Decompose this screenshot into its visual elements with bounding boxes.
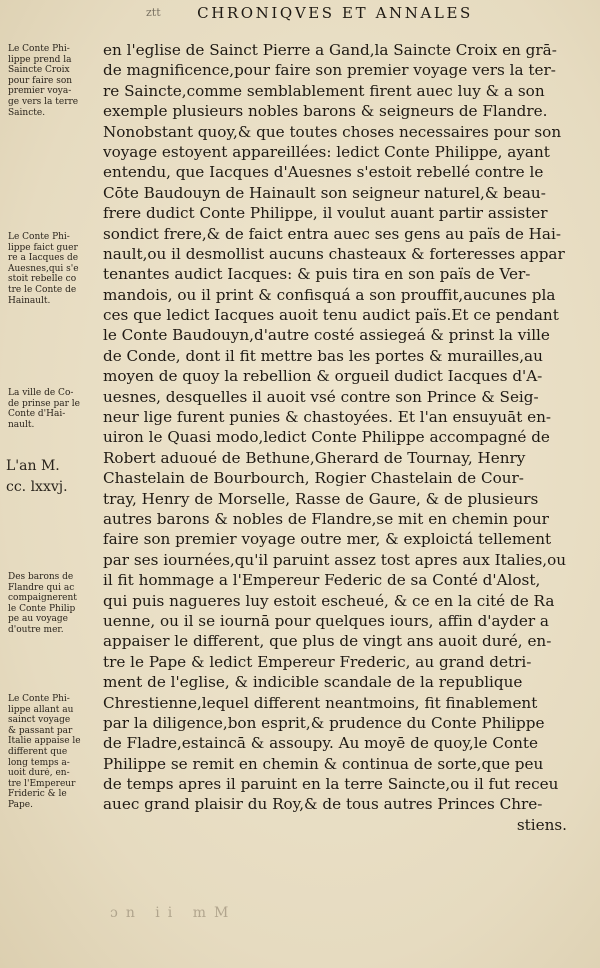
margin-note-line: Hainault. (8, 295, 51, 306)
margin-note-line: uoit duré, en- (8, 768, 70, 779)
margin-note-line: Pape. (8, 799, 33, 810)
margin-note-line: Saincte Croix (8, 65, 70, 76)
text-line: mandois, ou il print & confisquá a son prouffit,aucunes pla (103, 285, 556, 304)
margin-note-line: La ville de Co- (8, 388, 74, 398)
text-line: de Conde, dont il fit mettre bas les portes & murailles,au (103, 346, 543, 365)
margin-note-line: sainct voyage (8, 715, 71, 726)
margin-note-line: Le Conte Phi- (8, 44, 70, 54)
text-line: auec grand plaisir du Roy,& de tous autres Princes Chre- (103, 795, 543, 814)
margin-note-line: different que (8, 746, 68, 757)
text-line: Nonobstant quoy,& que toutes choses necessaires pour son (103, 122, 562, 141)
text-line: il fit hommage a l'Empereur Federic de sa Conté d'Alost, (103, 571, 541, 590)
margin-note-line: stoit rebelle co (8, 274, 77, 285)
margin-note-line: pe au voyage (8, 614, 69, 625)
text-line: uesnes, desquelles il auoit vsé contre son Prince & Seig- (103, 387, 539, 406)
text-line: faire son premier voyage outre mer, & exploictá tellement (103, 530, 552, 549)
margin-note-line: Le Conte Phi- (8, 694, 70, 704)
margin-note-line: Italie appaise le (8, 736, 81, 747)
margin-note (8, 572, 98, 636)
text-line: frere dudict Conte Philippe, il voulut auant partir assister (103, 204, 548, 223)
text-line: par la diligence,bon esprit,& prudence du Conte Philippe (103, 713, 545, 732)
text-line: le Conte Baudouyn,d'autre costé assiegeá & prinst la ville (103, 326, 550, 345)
text-line: appaiser le different, que plus de vingt ans auoit duré, en- (103, 632, 552, 651)
margin-note-line: Frideric & le (8, 789, 67, 800)
folio-number: ztt (146, 6, 161, 19)
margin-note-line: compaignerent (8, 593, 77, 604)
running-head: CHRONIQVES ET ANNALES (197, 4, 473, 22)
text-line: tre le Pape & ledict Empereur Frederic, au grand detri- (103, 652, 532, 671)
margin-note-line: pour faire son (8, 75, 73, 86)
body-text (103, 40, 570, 835)
margin-note-line: L'an M. (6, 458, 60, 474)
text-line: exemple plusieurs nobles barons & seigneurs de Flandre. (103, 102, 548, 121)
margin-note-line: Saincte. (8, 107, 46, 118)
margin-note-line: premier voya- (8, 86, 72, 97)
margin-note-line: & passant par (8, 725, 73, 736)
text-line: uiron le Quasi modo,ledict Conte Philippe accompagné de (103, 428, 550, 447)
text-line: Cōte Baudouyn de Hainault son seigneur naturel,& beau- (103, 183, 546, 202)
text-line: voyage estoyent appareillées: ledict Conte Philippe, ayant (103, 142, 550, 161)
margin-note-line: d'outre mer. (8, 624, 64, 635)
margin-note-line: lippe allant au (8, 704, 74, 715)
margin-year-note (6, 456, 96, 498)
text-line: re Saincte,comme semblablement firent auec luy & a son (103, 81, 545, 100)
margin-note-line: tre le Conte de (8, 284, 77, 295)
margin-note-line: tre l'Empereur (8, 778, 76, 789)
margin-note-line: long temps a- (8, 757, 70, 768)
text-line: Chrestienne,lequel different neantmoins, fit finablement (103, 693, 538, 712)
margin-note-line: le Conte Philip (8, 603, 76, 614)
margin-note-line: Auesnes,qui s'e (8, 263, 79, 274)
margin-note-line: ge vers la terre (8, 96, 79, 107)
bleed-through-text: ɔn ii mM (110, 905, 237, 921)
text-line: uenne, ou il se iournā pour quelques iours, affin d'ayder a (103, 611, 549, 630)
text-line: qui puis nagueres luy estoit escheué, & ce en la cité de Ra (103, 591, 555, 610)
text-line: nault,ou il desmollist aucuns chasteaux & forteresses appar (103, 244, 565, 263)
text-line: neur lige furent punies & chastoyées. Et l'an ensuyuāt en- (103, 408, 552, 427)
text-line: tray, Henry de Morselle, Rasse de Gaure, & de plusieurs (103, 489, 539, 508)
margin-note-line: Flandre qui ac (8, 582, 75, 593)
text-line: autres barons & nobles de Flandre,se mit en chemin pour (103, 509, 549, 528)
margin-note-line: Le Conte Phi- (8, 232, 70, 242)
margin-note (8, 44, 98, 118)
margin-note-line: lippe prend la (8, 54, 72, 65)
margin-note-line: lippe faict guer (8, 242, 78, 253)
text-line: Philippe se remit en chemin & continua de sorte,que peu (103, 754, 544, 773)
text-line: Chastelain de Bourbourch, Rogier Chastelain de Cour- (103, 469, 524, 488)
text-line: tenantes audict Iacques: & puis tira en son païs de Ver- (103, 265, 531, 284)
text-line: ces que ledict Iacques auoit tenu audict païs.Et ce pendant (103, 306, 559, 325)
text-line: de temps apres il paruint en la terre Saincte,ou il fut receu (103, 775, 559, 794)
text-line: entendu, que Iacques d'Auesnes s'estoit rebellé contre le (103, 163, 544, 182)
margin-note (8, 694, 98, 811)
margin-note-line: cc. lxxvj. (6, 479, 68, 495)
margin-note-line: Conte d'Hai- (8, 409, 66, 420)
margin-note-line: nault. (8, 419, 35, 430)
text-line: moyen de quoy la rebellion & orgueil dudict Iacques d'A- (103, 367, 543, 386)
margin-notes-column (0, 0, 100, 968)
margin-note-line: Des barons de (8, 572, 74, 582)
text-line: en l'eglise de Sainct Pierre a Gand,la Saincte Croix en grā- (103, 41, 557, 59)
text-line: sondict frere,& de faict entra auec ses gens au païs de Hai- (103, 224, 561, 243)
text-line: Robert aduoué de Bethune,Gherard de Tournay, Henry (103, 448, 526, 467)
text-line: ment de l'eglise, & indicible scandale de la republique (103, 673, 523, 692)
margin-note (8, 388, 98, 430)
margin-note-line: re a Iacques de (8, 253, 79, 264)
text-line: de magnificence,pour faire son premier voyage vers la ter- (103, 61, 556, 80)
margin-note-line: de prinse par le (8, 398, 80, 409)
text-line: de Fladre,estaincā & assoupy. Au moyē de quoy,le Conte (103, 734, 539, 753)
text-line: par ses iournées,qu'il paruint assez tost apres aux Italies,ou (103, 550, 567, 569)
margin-note (8, 232, 98, 306)
text-line-catchword: stiens. (516, 815, 567, 834)
